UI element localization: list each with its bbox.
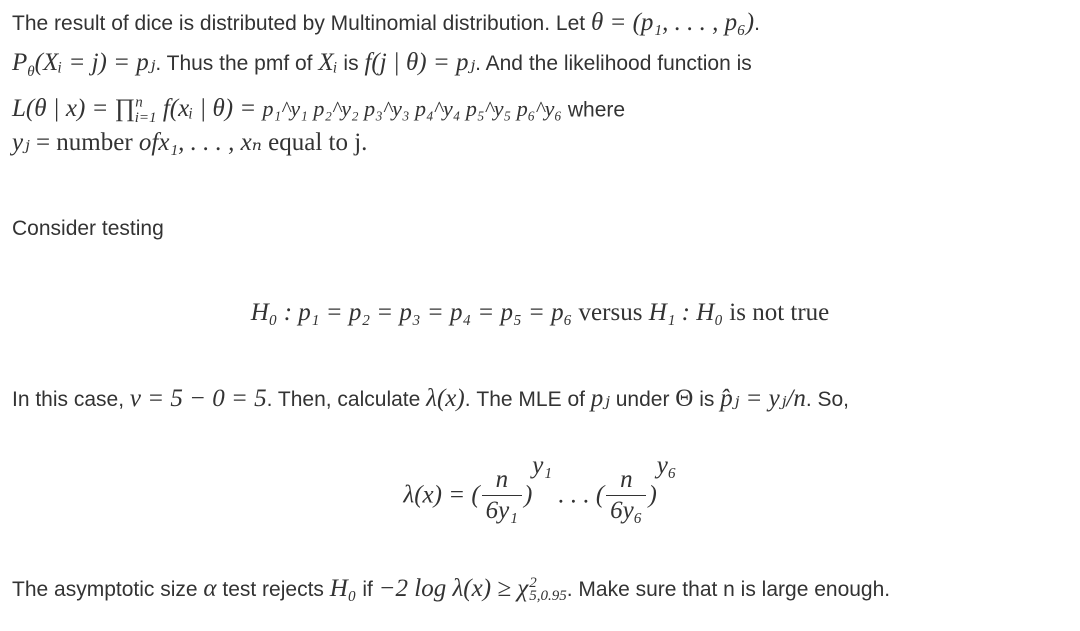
math-p-sub: θ xyxy=(27,64,35,80)
text-if: if xyxy=(356,578,379,601)
math-number: = number xyxy=(29,129,139,156)
math-lik-lhs: L(θ | x) = ∏ xyxy=(12,95,136,123)
text-test-rejects: test rejects xyxy=(216,578,330,601)
math-likelihood xyxy=(12,95,563,127)
math-frac-6-den: 6y₆ xyxy=(610,496,643,524)
paragraph-yj xyxy=(12,128,367,159)
math-exp-1: y₁ xyxy=(532,452,553,479)
math-h1: H₁ : H₀ xyxy=(648,299,724,326)
math-xs: x₁, . . . , xₙ xyxy=(158,129,262,156)
math-frac-6-num: n xyxy=(606,465,646,496)
math-prod-sup: n xyxy=(135,95,143,111)
math-frac-1-den: 6y₁ xyxy=(485,496,518,524)
math-chi-scripts xyxy=(529,577,567,603)
math-Theta: Θ xyxy=(675,385,694,412)
paragraph-likelihood xyxy=(12,88,625,133)
math-lik-rhs: p₁^y₁ p₂^y₂ p₃^y₃ p₄^y₄ p₅^y₅ p₆^y₆ xyxy=(262,96,563,122)
math-h0: H₀ : p₁ = p₂ = p₃ = p₄ = p₅ = p₆ xyxy=(250,299,573,326)
math-lambda: λ(x) xyxy=(426,385,465,412)
math-frac-1 xyxy=(482,465,522,526)
math-equal-to: equal to j. xyxy=(261,129,368,156)
text-asymptotic: The asymptotic size xyxy=(12,578,204,601)
math-mle: p̂ⱼ = yⱼ/n xyxy=(720,385,806,412)
text-consider-testing: Consider testing xyxy=(12,217,164,240)
math-stat-body: −2 log λ(x) ≥ χ xyxy=(378,575,529,602)
paragraph-pmf xyxy=(12,48,752,87)
math-chi-sub: 5,0.95 xyxy=(529,588,567,605)
math-prob-lhs xyxy=(12,49,156,80)
paragraph-consider xyxy=(12,214,164,244)
math-theta-def: θ = (p₁, . . . , p₆) xyxy=(590,9,755,36)
text-where: where xyxy=(562,98,626,122)
text-is: is xyxy=(337,52,365,75)
math-yj: yⱼ xyxy=(12,129,30,156)
math-alpha: α xyxy=(203,575,217,602)
math-lik-mid: f(xᵢ | θ) = xyxy=(156,95,263,123)
paragraph-test xyxy=(12,574,890,605)
math-prob-rest: (Xᵢ = j) = pⱼ xyxy=(34,49,156,76)
math-v-eq: v = 5 − 0 = 5 xyxy=(129,385,267,412)
math-pj: pⱼ xyxy=(590,385,610,412)
math-of: of xyxy=(138,129,159,156)
math-exp-6: y₆ xyxy=(656,452,677,479)
math-chi-sup: 2 xyxy=(529,575,537,592)
math-h0-inline: H₀ xyxy=(329,575,357,602)
text-likelihood: . And the likelihood function is xyxy=(475,52,752,75)
math-close-paren-1: ) xyxy=(523,481,533,509)
paragraph-mle xyxy=(12,384,849,415)
text-is: is xyxy=(693,388,721,411)
text-under: under xyxy=(609,388,676,411)
text-large-enough: . Make sure that n is large enough. xyxy=(566,578,891,601)
text-so: . So, xyxy=(805,388,850,411)
math-dots: . . . ( xyxy=(552,481,605,509)
text-intro: The result of dice is distributed by Multinomial distribution. Let xyxy=(12,12,591,35)
math-lambda-lhs: λ(x) = ( xyxy=(403,481,480,509)
math-stat xyxy=(378,575,567,605)
math-f-def: f(j | θ) = pⱼ xyxy=(364,49,476,76)
math-frac-6 xyxy=(606,465,646,526)
text-thus-pmf: . Thus the pmf of xyxy=(155,52,319,75)
math-versus: versus xyxy=(572,299,649,326)
text-in-this-case: In this case, xyxy=(12,388,130,411)
math-xi: Xᵢ xyxy=(318,49,338,76)
math-not-true: is not true xyxy=(723,299,830,326)
math-frac-1-num: n xyxy=(482,465,522,496)
math-prod-sub: i=1 xyxy=(134,110,157,127)
paragraph-intro xyxy=(12,8,760,39)
math-lambda-equation xyxy=(0,452,1080,526)
math-p: P xyxy=(12,49,28,76)
math-hypotheses xyxy=(0,296,1080,331)
text-period: . xyxy=(754,12,760,35)
text-mle-of: . The MLE of xyxy=(464,388,591,411)
math-close-paren-6: ) xyxy=(648,481,657,509)
text-then: . Then, calculate xyxy=(266,388,427,411)
